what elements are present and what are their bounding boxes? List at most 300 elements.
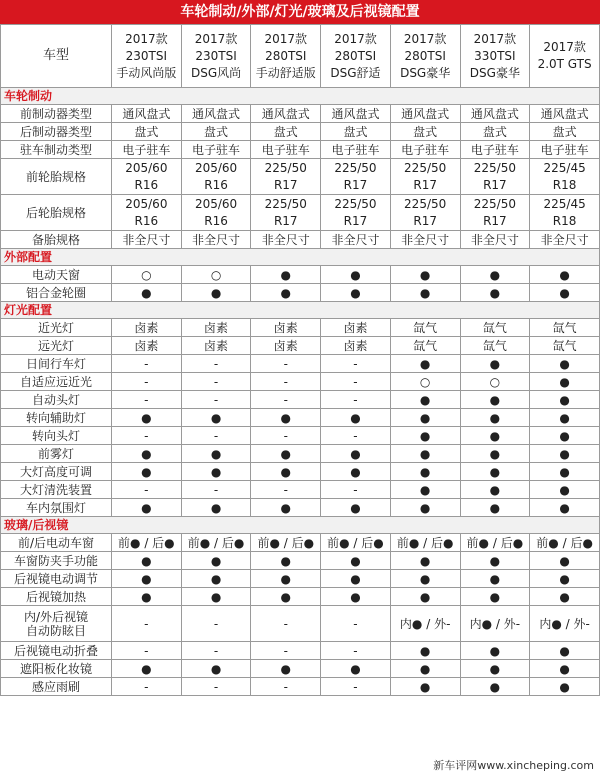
table-cell: ○ <box>460 373 530 391</box>
table-cell: ● <box>390 642 460 660</box>
table-cell: ● <box>460 499 530 517</box>
model-header <box>181 25 251 88</box>
row-label: 电动天窗 <box>1 266 112 284</box>
table-cell: 电子驻车 <box>181 141 251 159</box>
table-cell: 氙气 <box>460 319 530 337</box>
table-row <box>1 373 600 391</box>
section-title: 玻璃/后视镜 <box>1 517 600 534</box>
table-cell: ● <box>390 588 460 606</box>
cell-line: 225/45 <box>543 196 586 211</box>
table-cell: - <box>181 427 251 445</box>
cell-line: 手动舒适版 <box>255 65 316 80</box>
table-cell: 盘式 <box>530 123 600 141</box>
section-header <box>1 88 600 105</box>
table-cell <box>181 195 251 231</box>
table-cell: - <box>251 481 321 499</box>
table-cell: - <box>181 355 251 373</box>
table-cell: ● <box>112 463 182 481</box>
cell-line: 2017款 <box>543 40 586 54</box>
table-cell: - <box>112 606 182 642</box>
table-cell: ● <box>181 588 251 606</box>
table-cell: ● <box>390 570 460 588</box>
cell-line: 280TSI <box>404 48 446 63</box>
cell-line: DSG舒适 <box>330 65 381 80</box>
table-cell: 前● / 后● <box>390 534 460 552</box>
cell-line: 2017款 <box>473 31 517 46</box>
table-row <box>1 660 600 678</box>
table-cell: ● <box>321 570 391 588</box>
table-cell: 电子驻车 <box>112 141 182 159</box>
table-cell: ○ <box>181 266 251 284</box>
table-cell: ● <box>530 355 600 373</box>
table-cell: - <box>251 355 321 373</box>
table-cell: ● <box>390 660 460 678</box>
table-cell: 电子驻车 <box>321 141 391 159</box>
cell-line: 205/60 <box>125 160 168 175</box>
cell-line: 330TSI <box>474 48 516 63</box>
table-cell <box>251 159 321 195</box>
table-cell: ● <box>460 588 530 606</box>
cell-line: 230TSI <box>195 48 237 63</box>
table-cell: ● <box>530 409 600 427</box>
table-cell: 通风盘式 <box>460 105 530 123</box>
row-label: 前制动器类型 <box>1 105 112 123</box>
page-title: 车轮制动/外部/灯光/玻璃及后视镜配置 <box>0 0 600 24</box>
cell-line: 205/60 <box>125 196 168 211</box>
section-title: 灯光配置 <box>1 302 600 319</box>
cell-line: R18 <box>552 177 577 192</box>
table-row <box>1 284 600 302</box>
row-label: 前轮胎规格 <box>1 159 112 195</box>
table-cell: - <box>251 678 321 696</box>
cell-line: R17 <box>483 213 507 228</box>
table-cell: 非全尺寸 <box>390 231 460 249</box>
table-cell: 前● / 后● <box>112 534 182 552</box>
table-cell <box>530 159 600 195</box>
table-cell: 通风盘式 <box>530 105 600 123</box>
table-row <box>1 642 600 660</box>
table-cell: 非全尺寸 <box>251 231 321 249</box>
table-cell: - <box>112 391 182 409</box>
table-cell: 通风盘式 <box>251 105 321 123</box>
cell-line: DSG豪华 <box>469 65 520 80</box>
section-title: 车轮制动 <box>1 88 600 105</box>
table-cell: ○ <box>112 266 182 284</box>
table-cell: 卤素 <box>181 319 251 337</box>
table-cell: ● <box>390 409 460 427</box>
row-label: 感应雨刷 <box>1 678 112 696</box>
watermark-text: 新车评网www.xincheping.com <box>433 759 594 772</box>
table-row <box>1 678 600 696</box>
table-cell: 盘式 <box>460 123 530 141</box>
table-cell <box>460 159 530 195</box>
table-cell: ● <box>181 463 251 481</box>
table-cell <box>460 195 530 231</box>
table-cell <box>390 195 460 231</box>
table-cell: - <box>321 606 391 642</box>
table-row <box>1 195 600 231</box>
table-cell: 前● / 后● <box>460 534 530 552</box>
row-label: 大灯高度可调 <box>1 463 112 481</box>
table-cell: ● <box>390 284 460 302</box>
table-cell <box>251 195 321 231</box>
table-cell: ● <box>181 409 251 427</box>
cell-line: 2017款 <box>403 31 447 46</box>
row-label: 近光灯 <box>1 319 112 337</box>
table-cell: ● <box>530 588 600 606</box>
row-label <box>1 606 112 642</box>
table-row <box>1 266 600 284</box>
table-cell: ● <box>390 266 460 284</box>
table-cell: ● <box>530 427 600 445</box>
row-label: 备胎规格 <box>1 231 112 249</box>
table-cell: - <box>321 427 391 445</box>
table-cell: ● <box>390 427 460 445</box>
table-cell: 氙气 <box>530 337 600 355</box>
table-cell: ● <box>530 284 600 302</box>
row-label: 转向辅助灯 <box>1 409 112 427</box>
row-label: 驻车制动类型 <box>1 141 112 159</box>
table-row <box>1 159 600 195</box>
row-label: 自动头灯 <box>1 391 112 409</box>
table-cell: ● <box>460 660 530 678</box>
table-row <box>1 337 600 355</box>
row-label: 转向头灯 <box>1 427 112 445</box>
table-cell: 内● / 外- <box>460 606 530 642</box>
row-label: 后视镜电动折叠 <box>1 642 112 660</box>
cell-line: 225/50 <box>404 160 447 175</box>
table-cell: ○ <box>390 373 460 391</box>
table-cell: ● <box>530 266 600 284</box>
table-cell: - <box>181 481 251 499</box>
model-header <box>112 25 182 88</box>
section-title: 外部配置 <box>1 249 600 266</box>
table-cell: ● <box>390 552 460 570</box>
table-cell: ● <box>460 678 530 696</box>
table-cell: 通风盘式 <box>112 105 182 123</box>
row-label: 前/后电动车窗 <box>1 534 112 552</box>
table-cell: ● <box>251 284 321 302</box>
table-cell <box>390 159 460 195</box>
table-row <box>1 534 600 552</box>
table-cell: ● <box>390 445 460 463</box>
table-cell: ● <box>530 373 600 391</box>
header-label: 车型 <box>1 25 112 88</box>
cell-line: 手动风尚版 <box>116 65 177 80</box>
table-row <box>1 105 600 123</box>
cell-line: 2017款 <box>264 31 308 46</box>
table-cell: 卤素 <box>112 319 182 337</box>
cell-line: R16 <box>204 213 228 228</box>
table-cell: ● <box>321 463 391 481</box>
cell-line: 225/50 <box>334 196 377 211</box>
table-cell <box>321 195 391 231</box>
table-cell: ● <box>181 445 251 463</box>
table-cell: - <box>251 391 321 409</box>
table-cell: 氙气 <box>460 337 530 355</box>
cell-line: 225/50 <box>264 196 307 211</box>
table-row <box>1 231 600 249</box>
table-cell: ● <box>460 570 530 588</box>
table-cell: ● <box>321 499 391 517</box>
table-cell: ● <box>530 463 600 481</box>
table-cell: - <box>112 373 182 391</box>
table-cell: 前● / 后● <box>530 534 600 552</box>
table-cell: ● <box>112 570 182 588</box>
table-cell: ● <box>460 409 530 427</box>
table-cell: ● <box>530 642 600 660</box>
table-row <box>1 606 600 642</box>
table-cell: ● <box>460 481 530 499</box>
table-cell: - <box>181 606 251 642</box>
table-row <box>1 391 600 409</box>
table-cell: ● <box>321 284 391 302</box>
table-cell: - <box>321 642 391 660</box>
cell-line: R16 <box>134 177 159 192</box>
cell-line: 2.0T GTS <box>537 57 592 71</box>
table-row <box>1 481 600 499</box>
table-cell <box>321 159 391 195</box>
table-cell: ● <box>460 427 530 445</box>
table-cell: ● <box>460 355 530 373</box>
table-cell: ● <box>251 552 321 570</box>
table-row <box>1 409 600 427</box>
table-cell: - <box>251 642 321 660</box>
row-label: 铝合金轮圈 <box>1 284 112 302</box>
table-cell: ● <box>181 570 251 588</box>
table-cell: ● <box>530 391 600 409</box>
table-cell: ● <box>112 499 182 517</box>
cell-line: 225/50 <box>404 196 447 211</box>
table-cell: 盘式 <box>181 123 251 141</box>
table-cell: 氙气 <box>390 337 460 355</box>
table-cell: - <box>251 373 321 391</box>
table-row <box>1 141 600 159</box>
table-cell: - <box>112 678 182 696</box>
table-cell: - <box>251 427 321 445</box>
table-cell: ● <box>112 409 182 427</box>
table-cell: - <box>112 355 182 373</box>
model-header <box>390 25 460 88</box>
cell-line: 205/60 <box>194 196 238 211</box>
table-cell <box>112 195 182 231</box>
table-cell: 盘式 <box>112 123 182 141</box>
cell-line: 280TSI <box>334 48 377 63</box>
model-header <box>251 25 321 88</box>
table-cell: 前● / 后● <box>181 534 251 552</box>
table-cell: - <box>112 642 182 660</box>
table-cell: 卤素 <box>321 337 391 355</box>
cell-line: 自动防眩目 <box>25 623 86 638</box>
table-cell: 盘式 <box>321 123 391 141</box>
cell-line: 225/50 <box>473 160 516 175</box>
cell-line: R16 <box>134 213 159 228</box>
table-cell: ● <box>390 481 460 499</box>
table-row <box>1 355 600 373</box>
row-label: 后视镜加热 <box>1 588 112 606</box>
table-cell: - <box>321 391 391 409</box>
row-label: 后制动器类型 <box>1 123 112 141</box>
table-cell: ● <box>321 660 391 678</box>
table-cell: - <box>321 481 391 499</box>
row-label: 遮阳板化妆镜 <box>1 660 112 678</box>
table-cell: 卤素 <box>112 337 182 355</box>
table-row <box>1 499 600 517</box>
cell-line: R17 <box>273 177 298 192</box>
table-cell: ● <box>251 499 321 517</box>
table-cell: 前● / 后● <box>251 534 321 552</box>
header-row <box>1 25 600 88</box>
table-cell: ● <box>112 588 182 606</box>
cell-line: R17 <box>413 177 437 192</box>
table-cell: ● <box>251 570 321 588</box>
table-cell: 卤素 <box>321 319 391 337</box>
table-cell: 卤素 <box>251 319 321 337</box>
row-label: 后视镜电动调节 <box>1 570 112 588</box>
table-cell: 通风盘式 <box>321 105 391 123</box>
row-label: 日间行车灯 <box>1 355 112 373</box>
table-row <box>1 570 600 588</box>
table-cell: ● <box>460 463 530 481</box>
row-label: 车内氛围灯 <box>1 499 112 517</box>
row-label: 后轮胎规格 <box>1 195 112 231</box>
table-cell: ● <box>251 409 321 427</box>
table-cell: ● <box>460 266 530 284</box>
cell-line: R17 <box>413 213 437 228</box>
table-cell: ● <box>181 552 251 570</box>
table-cell: ● <box>390 678 460 696</box>
table-cell: 卤素 <box>251 337 321 355</box>
table-cell: ● <box>530 570 600 588</box>
table-cell: 非全尺寸 <box>321 231 391 249</box>
table-cell: ● <box>530 499 600 517</box>
table-cell: ● <box>321 445 391 463</box>
cell-line: DSG风尚 <box>190 65 242 80</box>
cell-line: R16 <box>204 177 228 192</box>
table-cell <box>181 159 251 195</box>
table-cell: ● <box>321 266 391 284</box>
table-cell: 电子驻车 <box>530 141 600 159</box>
row-label: 车窗防夹手功能 <box>1 552 112 570</box>
row-label: 远光灯 <box>1 337 112 355</box>
table-cell: ● <box>251 588 321 606</box>
table-cell: 通风盘式 <box>181 105 251 123</box>
table-cell: 内● / 外- <box>390 606 460 642</box>
table-cell: - <box>112 481 182 499</box>
cell-line: 205/60 <box>194 160 238 175</box>
table-cell: 前● / 后● <box>321 534 391 552</box>
table-cell <box>530 195 600 231</box>
table-cell: 氙气 <box>390 319 460 337</box>
table-cell: 电子驻车 <box>460 141 530 159</box>
cell-line: 230TSI <box>125 48 168 63</box>
table-row <box>1 588 600 606</box>
table-cell: 非全尺寸 <box>460 231 530 249</box>
table-cell: - <box>321 355 391 373</box>
table-cell: ● <box>251 445 321 463</box>
section-header <box>1 249 600 266</box>
cell-line: 2017款 <box>194 31 238 46</box>
table-row <box>1 319 600 337</box>
cell-line: R17 <box>343 177 368 192</box>
table-cell: ● <box>321 552 391 570</box>
table-cell: ● <box>390 355 460 373</box>
model-header <box>530 25 600 88</box>
table-cell: 非全尺寸 <box>530 231 600 249</box>
cell-line: 225/50 <box>473 196 516 211</box>
table-cell: ● <box>112 284 182 302</box>
table-row <box>1 552 600 570</box>
table-cell <box>112 159 182 195</box>
table-cell: 非全尺寸 <box>181 231 251 249</box>
table-cell: ● <box>530 552 600 570</box>
table-cell: ● <box>181 499 251 517</box>
table-cell: 卤素 <box>181 337 251 355</box>
table-cell: ● <box>530 678 600 696</box>
table-cell: 通风盘式 <box>390 105 460 123</box>
table-row <box>1 463 600 481</box>
cell-line: 225/50 <box>334 160 377 175</box>
cell-line: R17 <box>273 213 298 228</box>
table-cell: 电子驻车 <box>251 141 321 159</box>
table-cell: ● <box>390 391 460 409</box>
table-cell: ● <box>181 660 251 678</box>
spec-table <box>0 24 600 696</box>
table-cell: 氙气 <box>530 319 600 337</box>
table-cell: - <box>181 678 251 696</box>
table-cell: ● <box>251 463 321 481</box>
table-cell: 盘式 <box>390 123 460 141</box>
table-cell: - <box>181 373 251 391</box>
cell-line: R17 <box>343 213 368 228</box>
table-cell: 内● / 外- <box>530 606 600 642</box>
table-cell: ● <box>460 642 530 660</box>
cell-line: 225/45 <box>543 160 586 175</box>
cell-line: R18 <box>552 213 577 228</box>
model-header <box>460 25 530 88</box>
cell-line: 225/50 <box>264 160 307 175</box>
section-header <box>1 517 600 534</box>
table-cell: 非全尺寸 <box>112 231 182 249</box>
table-cell: 电子驻车 <box>390 141 460 159</box>
table-cell: - <box>112 427 182 445</box>
cell-line: 2017款 <box>334 31 377 46</box>
table-cell: ● <box>460 552 530 570</box>
table-cell: ● <box>251 266 321 284</box>
table-cell: ● <box>460 284 530 302</box>
table-cell: ● <box>390 499 460 517</box>
cell-line: R17 <box>483 177 507 192</box>
table-cell: ● <box>112 445 182 463</box>
table-cell: ● <box>460 391 530 409</box>
table-cell: ● <box>321 588 391 606</box>
table-cell: - <box>251 606 321 642</box>
table-cell: - <box>321 678 391 696</box>
table-row <box>1 123 600 141</box>
cell-line: DSG豪华 <box>400 65 451 80</box>
table-cell: ● <box>251 660 321 678</box>
table-cell: ● <box>321 409 391 427</box>
table-cell: ● <box>390 463 460 481</box>
table-cell: ● <box>460 445 530 463</box>
cell-line: 内/外后视镜 <box>23 609 89 624</box>
table-cell: - <box>321 373 391 391</box>
table-row <box>1 445 600 463</box>
model-header <box>321 25 391 88</box>
table-cell: ● <box>530 445 600 463</box>
cell-line: 2017款 <box>125 31 168 46</box>
table-cell: ● <box>112 660 182 678</box>
